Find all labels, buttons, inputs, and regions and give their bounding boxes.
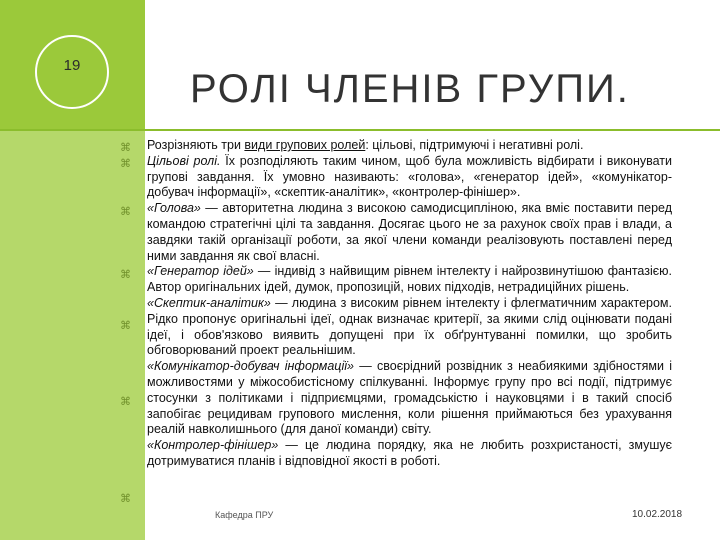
- bullet-text: — індивід з найвищим рівнем інтелекту і найрозвинутішою фантазією. Автор оригінальних ідей, думок, пропозицій, нових підходів, нетрадиційних рішень.: [147, 264, 672, 295]
- title-divider: [0, 129, 720, 131]
- bullet-text: — авторитетна людина з високою самодисципліною, яка вміє поставити перед командою стратегічні цілі та завдання. Досягає цього не за рахунок своїх прав і влади, а завдяки такій організації роботи, за якої члени команди реалізовують поставлені перед ними завдання як свої власні.: [147, 201, 672, 263]
- bullet-lead-term: Цільові ролі.: [147, 153, 221, 168]
- bullet-lead-term: «Генератор ідей»: [147, 264, 254, 279]
- bullet-text: : цільові, підтримуючі і негативні ролі.: [365, 138, 584, 152]
- bullet-icon: ⌘: [120, 269, 131, 281]
- bullet-item: [147, 296, 672, 359]
- bullet-icon: ⌘: [120, 206, 131, 218]
- left-sidebar-lower-band: [0, 130, 145, 540]
- bullet-lead-term: «Комунікатор-добувач інформації»: [147, 359, 354, 374]
- bullet-item: [147, 154, 672, 201]
- bullet-text: Їх розподіляють таким чином, щоб була можливість відбирати і виконувати групові завдання. Їх умовно називають: «голова», «генератор ідей», «комунікатор-добувач інформації», «скептик-аналітик», «контролер-фінішер».: [147, 153, 672, 200]
- footer-department: Кафедра ПРУ: [215, 510, 274, 520]
- slide-number: 19: [63, 57, 81, 74]
- bullet-icon: ⌘: [120, 158, 131, 170]
- bullet-item: [147, 264, 672, 296]
- bullet-lead-term: «Скептик-аналітик»: [147, 295, 271, 310]
- footer-date: 10.02.2018: [632, 509, 683, 520]
- bullet-text: — своєрідний розвідник з неабиякими здібностями і можливостями у міжособистісному спілкуванні. Інформує групу про всі події, підтримує стосунки з політиками і підприємцями, громадськістю і науковцями і в такий спосіб запобігає рецидивам групового мислення, коли рішення приймаються без урахування реалій навколишнього (для даної команди) світу.: [147, 359, 672, 437]
- bullet-item: [147, 201, 672, 264]
- bullet-item: [147, 438, 672, 470]
- bullet-icon: ⌘: [120, 320, 131, 332]
- bullet-item: [147, 359, 672, 438]
- bullet-text: — людина з високим рівнем інтелекту і флегматичним характером. Рідко пропонує оригінальні ідеї, однак визначає критерії, за якими слід оцінювати подані ідеї, і обов'язково виявить допущені при їх обґрунтуванні помилки, що зробить обговорюваний проект реальнішим.: [147, 295, 672, 358]
- bullet-text: Розрізняють три: [147, 138, 245, 152]
- bullet-icon: ⌘: [120, 142, 131, 154]
- bullet-underlined-term: види групових ролей: [244, 138, 366, 152]
- bullet-item: [147, 138, 672, 154]
- bullet-text: — це людина порядку, яка не любить розхристаності, змушує дотримуватися планів і відповідної якості в роботі.: [147, 438, 672, 468]
- bullet-lead-term: «Контролер-фінішер»: [147, 438, 279, 453]
- bullet-lead-term: «Голова»: [147, 201, 201, 216]
- bullet-icon: ⌘: [120, 396, 131, 408]
- slide-body: [147, 138, 672, 470]
- bullet-icon: ⌘: [120, 493, 131, 505]
- slide-title: РОЛІ ЧЛЕНІВ ГРУПИ.: [190, 66, 630, 111]
